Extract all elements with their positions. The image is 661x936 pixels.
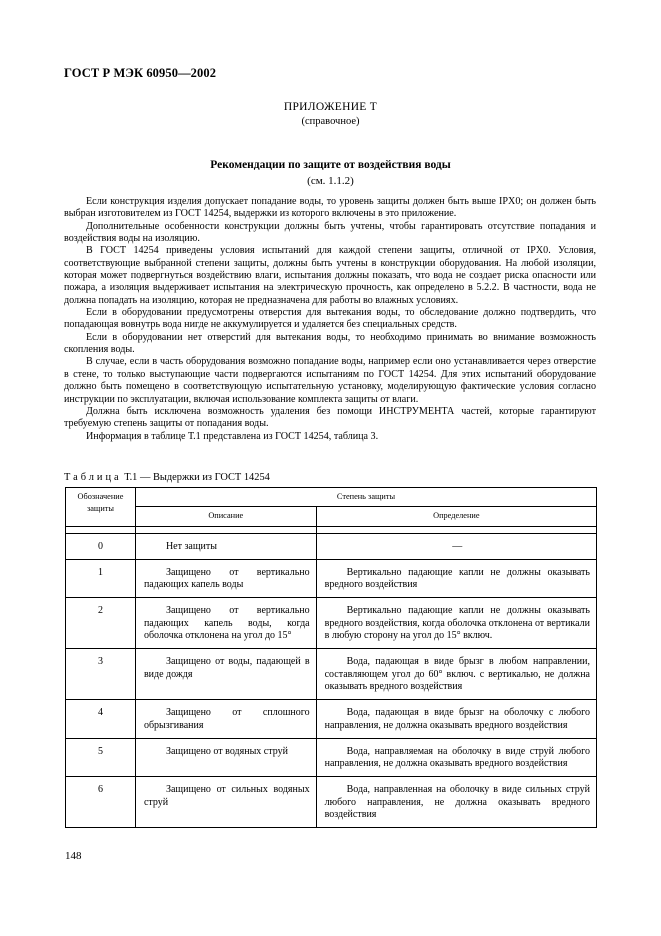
table-gap [66, 526, 597, 533]
cell-definition: — [316, 533, 596, 559]
cell-number: 2 [66, 598, 136, 649]
table-caption [64, 472, 270, 483]
protection-table [65, 487, 597, 828]
table-caption-word: Таблица [64, 472, 122, 483]
cell-number: 1 [66, 559, 136, 598]
cell-description: Защищено от вертикально падающих капель воды [135, 559, 316, 598]
table-row [66, 559, 597, 598]
table-row [66, 649, 597, 700]
paragraph: Если в оборудовании нет отверстий для вытекания воды, то необходимо принимать во внимание возможность скопления воды. [64, 331, 596, 356]
cell-number: 3 [66, 649, 136, 700]
appendix-subtitle: (справочное) [301, 116, 360, 127]
appendix-title: ПРИЛОЖЕНИЕ Т [283, 101, 378, 113]
table-row [66, 700, 597, 739]
table-caption-text: Т.1 — Выдержки из ГОСТ 14254 [124, 472, 270, 483]
cell-definition: Вода, падающая в виде брызг на оболочку с любого направления, не должна оказывать вредного воздействия [316, 700, 596, 739]
paragraph: Если конструкция изделия допускает попадание воды, то уровень защиты должен быть выше IPX0; он должен быть выбран изготовителем из ГОСТ 14254, выдержки из которого включены в это приложение. [64, 196, 596, 220]
header-designation: Обозначение защиты [66, 488, 136, 527]
cell-definition: Вертикально падающие капли не должны оказывать вредного воздействия, когда оболочка отклонена от вертикали в любую сторону на угол до 15° включ. [316, 598, 596, 649]
cell-definition: Вертикально падающие капли не должны оказывать вредного воздействия [316, 559, 596, 598]
header-definition: Определение [316, 507, 596, 526]
paragraph: Информация в таблице Т.1 представлена из ГОСТ 14254, таблица 3. [86, 430, 379, 442]
standard-header: ГОСТ Р МЭК 60950—2002 [64, 66, 217, 80]
cell-description: Защищено от сильных водяных струй [135, 777, 316, 828]
table-row [66, 738, 597, 777]
table-row [66, 533, 597, 559]
header-degree: Степень защиты [135, 488, 596, 507]
cell-number: 4 [66, 700, 136, 739]
section-title: Рекомендации по защите от воздействия воды [210, 159, 451, 171]
header-description: Описание [135, 507, 316, 526]
cell-definition: Вода, направляемая на оболочку в виде струй любого направления, не должна оказывать вредного воздействия [316, 738, 596, 777]
body-text [64, 196, 596, 443]
cell-description: Защищено от водяных струй [135, 738, 316, 777]
paragraph: В случае, если в часть оборудования возможно попадание воды, например если оно устанавливается через отверстие в стене, то только выступающие части подвергаются испытаниям по ГОСТ 14254. Для этих испытаний оборудование должно быть помещено в соответствующую испытательную установку, моделирующую фактические условия согласно инструкции по эксплуатации, включая использование комплекта защиты от влаги. [64, 356, 596, 405]
cell-number: 6 [66, 777, 136, 828]
cell-description: Защищено от воды, падающей в виде дождя [135, 649, 316, 700]
cell-description: Защищено от сплошного обрызгивания [135, 700, 316, 739]
table-row [66, 777, 597, 828]
section-reference: (см. 1.1.2) [307, 175, 354, 187]
table-row [66, 598, 597, 649]
cell-description: Нет защиты [135, 533, 316, 559]
cell-number: 5 [66, 738, 136, 777]
cell-description: Защищено от вертикально падающих капель воды, когда оболочка отклонена на угол до 15° [135, 598, 316, 649]
cell-number: 0 [66, 533, 136, 559]
paragraph: Если в оборудовании предусмотрены отверстия для вытекания воды, то обследование должно подтвердить, что попадающая вовнутрь вода нигде не аккумулируется и удаляется без специальных средств. [64, 307, 596, 331]
paragraph: Дополнительные особенности конструкции должны быть учтены, чтобы гарантировать отсутствие попадания и воздействия воды на изоляцию. [64, 220, 596, 245]
paragraph: Должна быть исключена возможность удаления без помощи ИНСТРУМЕНТА частей, которые гарантируют требуемую степень защиты от попадания воды. [64, 405, 596, 430]
paragraph: В ГОСТ 14254 приведены условия испытаний для каждой степени защиты, отличной от IPX0. Условия, соответствующие выбранной степени защиты, должны быть учтены в конструкции оборудования. На любой изоляции, которая может подвергнуться воздействию влаги, испытания должны показать, что вода не создает риска опасности или пожара, а изоляция выдерживает испытания на электрическую прочность, как определено в 5.2.2. В частности, вода не должна попадать на изоляцию, которая не предназначена для работы во влажных условиях. [64, 245, 596, 306]
cell-definition: Вода, падающая в виде брызг в любом направлении, составляющем угол до 60° включ. с вертикалью, не должна оказывать вредного воздействия [316, 649, 596, 700]
page-number: 148 [65, 850, 82, 862]
cell-definition: Вода, направленная на оболочку в виде сильных струй любого направления, не должна оказывать вредного воздействия [316, 777, 596, 828]
